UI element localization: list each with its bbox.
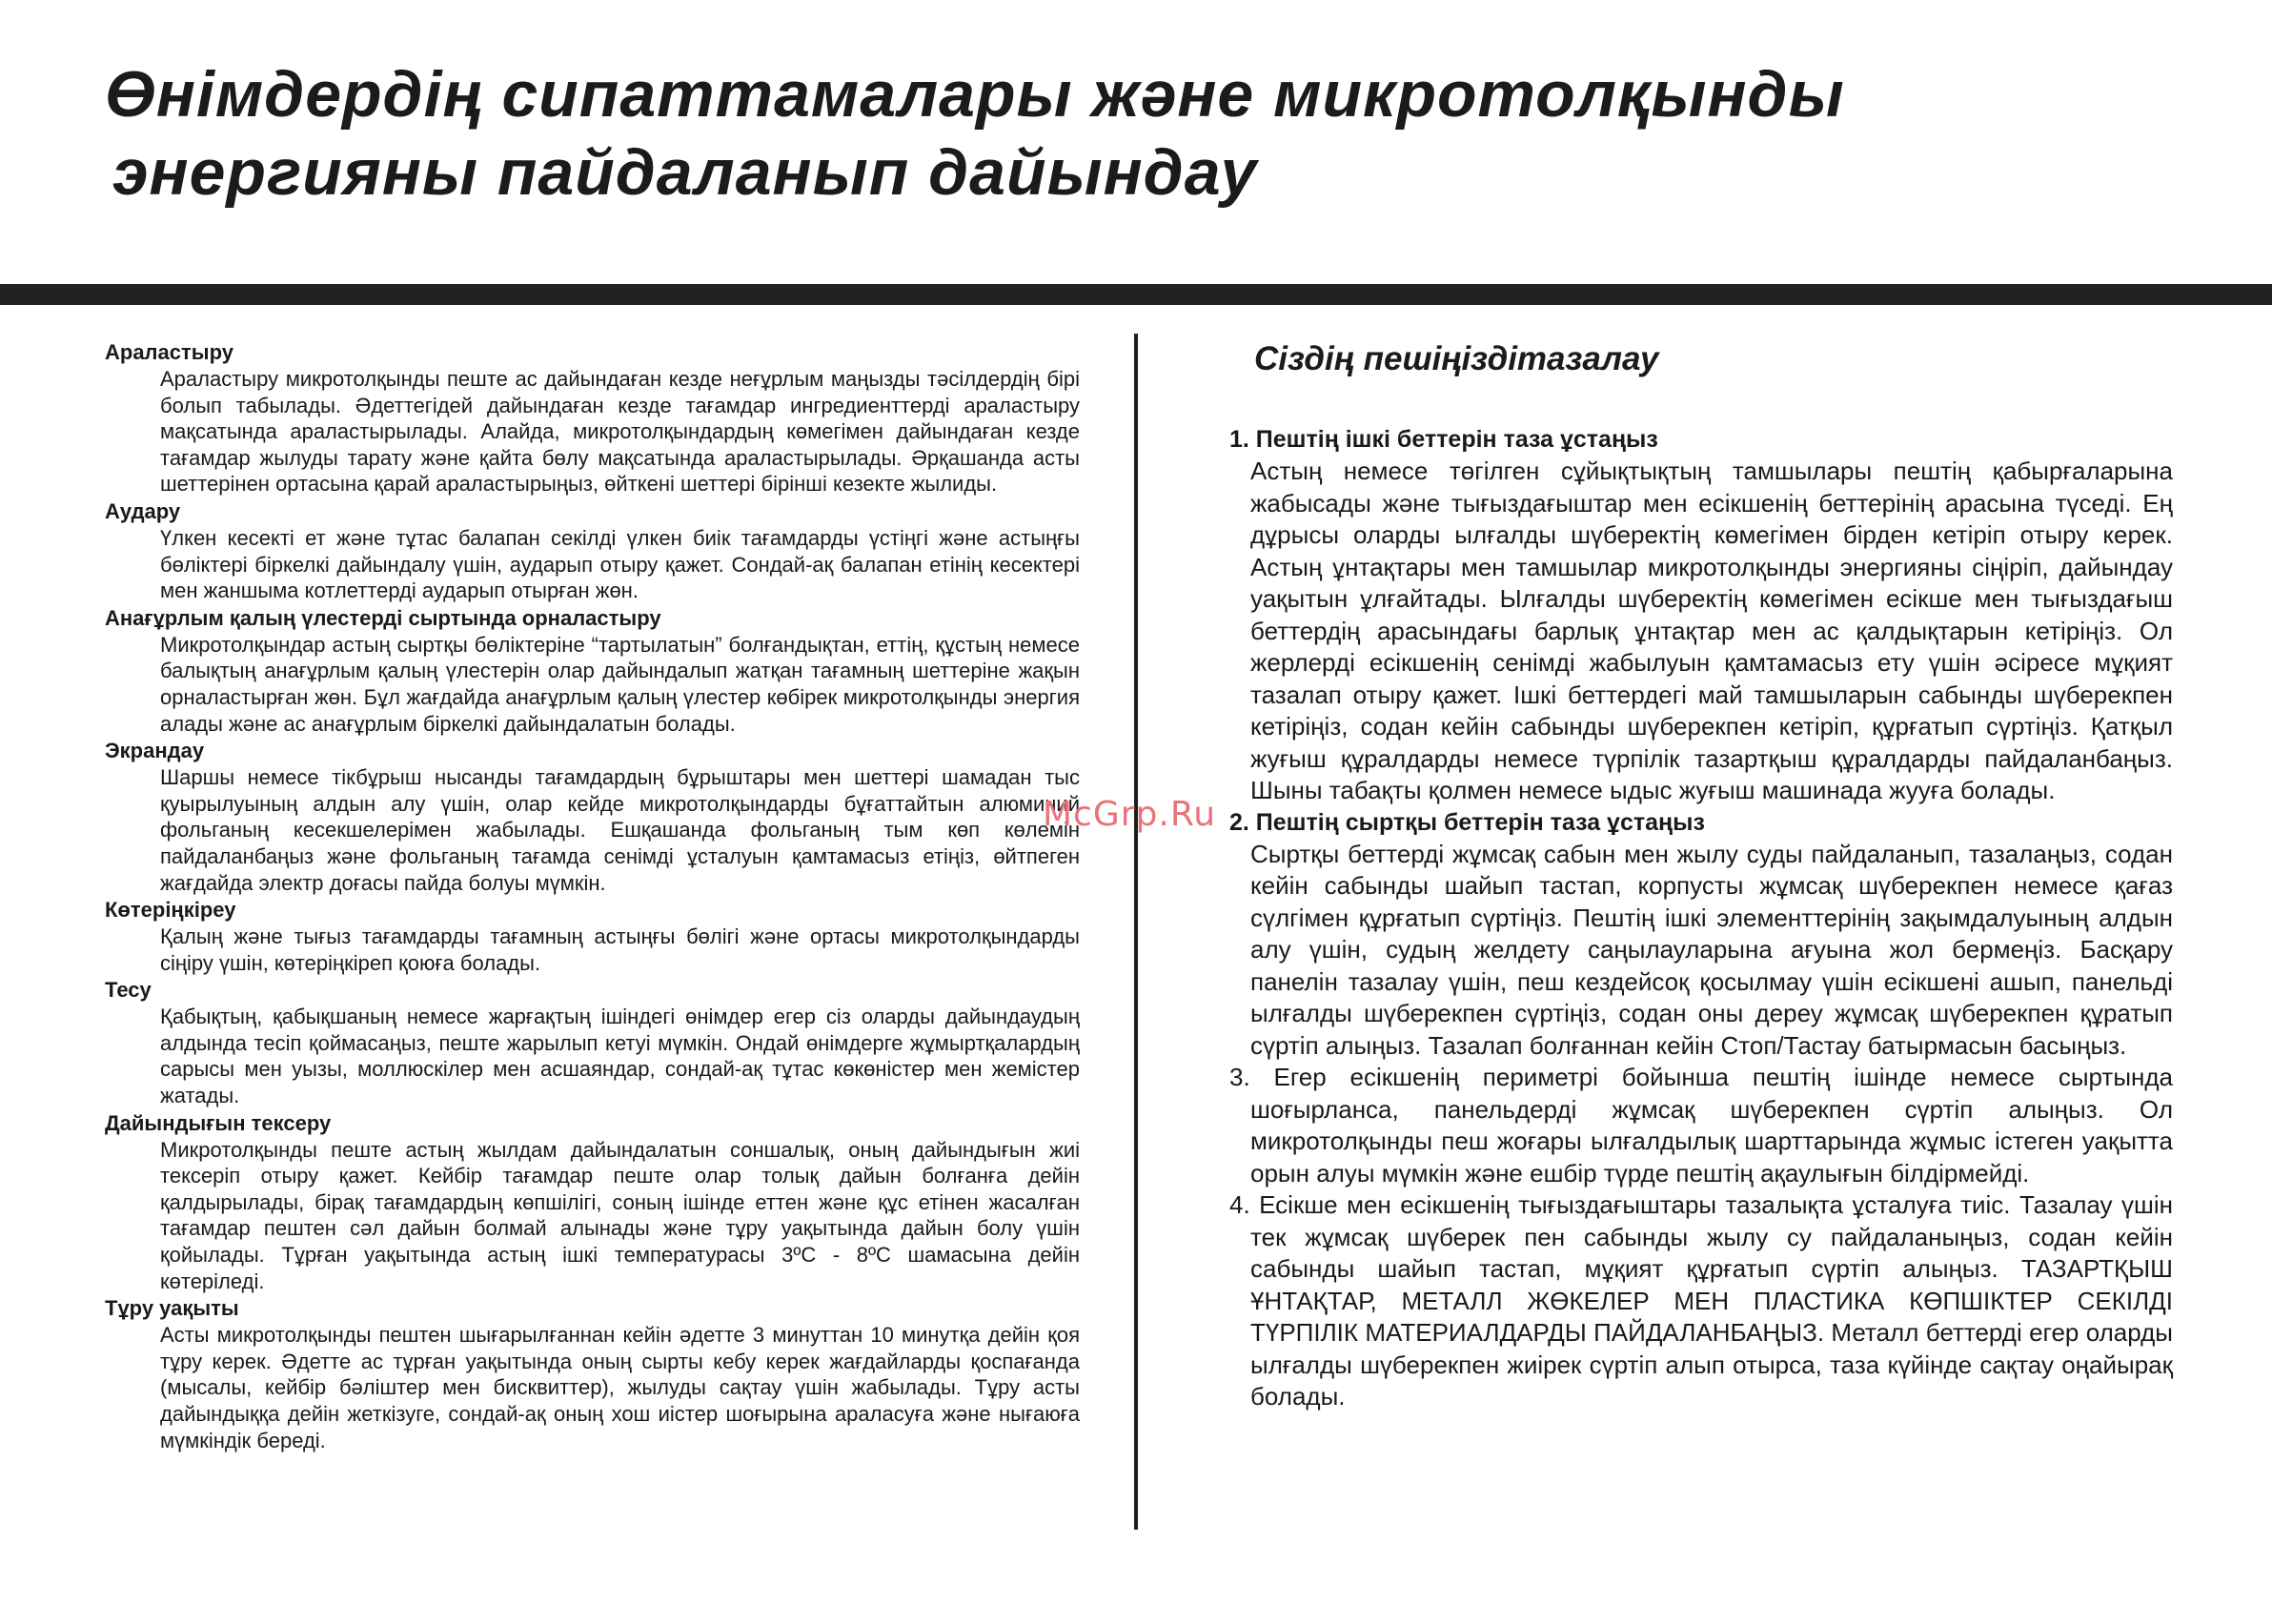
section-heading: Анағұрлым қалың үлестерді сыртында орналастыру	[105, 605, 661, 630]
cleaning-item-3	[1229, 1062, 2173, 1189]
section-arranging	[105, 604, 1080, 737]
section-mixing	[105, 338, 1080, 497]
section-body: Шаршы немесе тікбұрыш нысанды тағамдардың бұрыштары мен шеттері шамадан тыс қуырылуының алдын алу үшін, олар кейде микротолқындарды бұғаттайтын алюминий фольганың кесекшелерімен жабылады. Ешқашанда фольганың тым көп көлемін пайдаланбаңыз және фольганың тағамда сенімді ұсталуын қамтамасыз етіңіз, өйтпеген жағдайда электр доғасы пайда болуы мүмкін.	[160, 765, 1080, 895]
section-piercing	[105, 976, 1080, 1108]
cleaning-item-body: 4. Есікше мен есікшенің тығыздағыштары тазалықта ұсталуға тиіс. Тазалау үшін тек жұмсақ шүберек пен сабынды жылу су пайдаланыңыз, содан кейін сабынды шайып тастап, мұқият құрғатып сүртіп алыңыз. ТАЗАРТҚЫШ ҰНТАҚТАР, МЕТАЛЛ ЖӨКЕЛЕР МЕН ПЛАСТИКА КӨПШІКТЕР СЕКІЛДІ ТҮРПІЛІК МАТЕРИАЛДАРДЫ ПАЙДАЛАНБАҢЫЗ. Металл беттерді егер оларды ылғалды шүберекпен жиірек сүртіп алып отырса, таза күйінде сақтау оңайырақ болады.	[1229, 1190, 2173, 1411]
page-title	[105, 55, 2106, 212]
section-elevating	[105, 896, 1080, 976]
cleaning-item-body: 3. Егер есікшенің периметрі бойынша пештің ішінде немесе сыртында шоғырланса, панельдерді жұмсақ шүберекпен сүртіп алыңыз. Ол микротолқынды пеш жоғары ылғалдылық шарттарында жұмыс істеген уақытта орын алуы мүмкін және ешбір түрде пештің ақаулығын білдірмейді.	[1229, 1063, 2173, 1188]
cleaning-item-heading: 1. Пештің ішкі беттерін таза ұстаңыз	[1229, 426, 1658, 453]
column-divider	[1134, 334, 1138, 1530]
section-heading: Дайындығын тексеру	[105, 1110, 332, 1135]
section-heading: Көтеріңкіреу	[105, 898, 236, 923]
section-heading: Тесу	[105, 978, 152, 1003]
section-body: Қабықтың, қабықшаның немесе жарғақтың ішіндегі өнімдер егер сіз оларды дайындаудың алдында тесіп қоймасаңыз, пеште жарылып кетуі мүмкін. Ондай өнімдерге жұмыртқалардың сарысы мен уызы, моллюскілер мен асшаяндар, сондай-ақ тұтас көкөністер мен жемістер жатады.	[160, 1005, 1080, 1108]
right-column	[1229, 338, 2173, 1413]
section-heading: Араластыру	[105, 340, 233, 364]
section-body: Микротолқынды пеште астың жылдам дайындалатын соншалық, оның дайындығын жиі тексеріп отыру қажет. Кейбір тағамдар пеште олар толық дайын болғанға дейін қалдырылады, бірақ тағамдардың көпшілігі, соның ішінде еттен және құс етінен жасалған тағамдар пештен сәл дайын болмай алынады және тұру уақытында дайын болу үшін қойылады. Тұрған уақытында астың ішкі температурасы 3ºC - 8ºC шамасына дейін көтеріледі.	[160, 1137, 1080, 1293]
cleaning-item-2	[1229, 807, 2173, 1063]
section-shielding	[105, 737, 1080, 896]
section-body: Асты микротолқынды пештен шығарылғаннан кейін әдетте 3 минуттан 10 минутқа дейін қоя тұру керек. Әдетте ас тұрған уақытында оның сырты кебу керек жағдайларды қоспағанда (мысалы, кейбір бәліштер мен бисквиттер), жылуды сақтау үшін жабылады. Тұру асты дайындыққа дейін жеткізуге, сондай-ақ оның хош иістер шоғырына араласуға және нығаюға мүмкіндік береді.	[160, 1323, 1080, 1452]
cleaning-item-heading: 2. Пештің сыртқы беттерін таза ұстаңыз	[1229, 808, 1705, 836]
cleaning-item-body: Сыртқы беттерді жұмсақ сабын мен жылу суды пайдаланып, тазалаңыз, содан кейін сабынды шайып тастап, корпусты жұмсақ шүберекпен немесе қағаз сүлгімен құрғатып сүртіңіз. Пештің ішкі элементтерінің зақымдалуының алдын алу үшін, судың желдету саңылауларына ағуына жол бермеңіз. Басқару панелін тазалау үшін, пеш кездейсоқ қосылмау үшін есікшені ашып, панельді ылғалды шүберекпен сүртіңіз, содан оны дереу жұмсақ шүберекпен құратып сүртіп алыңыз. Тазалап болғаннан кейін Стоп/Тастау батырмасын басыңыз.	[1250, 839, 2173, 1060]
section-body: Қалың және тығыз тағамдарды тағамның астыңғы бөлігі және ортасы микротолқындарды сіңіру үшін, көтеріңкіреп қоюға болады.	[160, 924, 1080, 975]
section-body: Араластыру микротолқынды пеште ас дайындаған кезде неғұрлым маңызды тәсілдердің бірі болып табылады. Әдеттегідей дайындаған кезде тағамдар ингредиенттерді араластыру мақсатында араластырылады. Алайда, микротолқындардың көмегімен дайындаған кезде тағамдар жылуды тарату және қайта бөлу мақсатында араластырылады. Әрқашанда асты шеттерінен ортасына қарай араластырыңыз, өйткені шеттері бірінші кезекте жылиды.	[160, 367, 1080, 497]
page-title-line-2: энергияны пайдаланып дайындау	[112, 136, 1258, 209]
section-heading: Аудару	[105, 498, 181, 523]
section-body: Микротолқындар астың сыртқы бөліктеріне “тартылатын” болғандықтан, еттің, құстың немесе балықтың анағұрлым қалың үлестерін олар дайындалып жатқан тағамның шеттеріне жақын орналастырған жөн. Бұл жағдайда анағұрлым қалың үлестер көбірек микротолқынды энергия алады және ас анағұрлым біркелкі дайындалатын болады.	[160, 632, 1080, 736]
section-turning	[105, 497, 1080, 604]
section-body: Үлкен кесекті ет және тұтас балапан секілді үлкен биік тағамдарды үстіңгі және астыңғы бөліктері біркелкі дайындалу үшін, аударып отыру қажет. Сондай-ақ балапан етінің кесектері мен жаншыма котлеттерді аударып отырған жөн.	[160, 525, 1080, 603]
cleaning-item-4	[1229, 1189, 2173, 1413]
page-title-line-1: Өнімдердің сипаттамалары және микротолқынды	[105, 58, 1845, 131]
watermark: McGrp.Ru	[1043, 795, 1217, 834]
section-heading: Экрандау	[105, 739, 205, 763]
section-heading: Тұру уақыты	[105, 1296, 239, 1321]
cleaning-item-body: Астың немесе төгілген сұйықтықтың тамшылары пештің қабырғаларына жабысады және тығыздағыштар мен есікшенің беттерінің арасына түседі. Ең дұрысы оларды ылғалды шүберектің көмегімен бірден кетіріп отыру керек. Астың ұнтақтары мен тамшылар микротолқынды энергияны сіңіріп, дайындау уақытын ұлғайтады. Ылғалды шүберектің көмегімен есікше мен тығыздағыш беттердің арасындағы барлық ұнтақтар мен ас қалдықтарын кетіріңіз. Ол жерлерді есікшенің сенімді жабылуын қамтамасыз ету үшін әсіресе мұқият тазалап отыру қажет. Ішкі беттердегі май тамшыларын сабынды шүберекпен кетіріңіз, содан кейін сабынды шүберекпен кетіріп, құрғатып сүртіңіз. Қатқыл жуғыш құралдарды немесе түрпілік тазартқыш құралдарды пайдаланбаңыз. Шыны табақты қолмен немесе ыдыс жуғыш машинада жууға болады.	[1250, 457, 2173, 804]
cleaning-item-1	[1229, 424, 2173, 807]
section-standing-time	[105, 1294, 1080, 1453]
cleaning-title: Сіздің пешіңіздітазалау	[1254, 340, 1659, 377]
header-divider	[0, 284, 2272, 305]
left-column	[105, 338, 1080, 1453]
section-doneness	[105, 1109, 1080, 1295]
